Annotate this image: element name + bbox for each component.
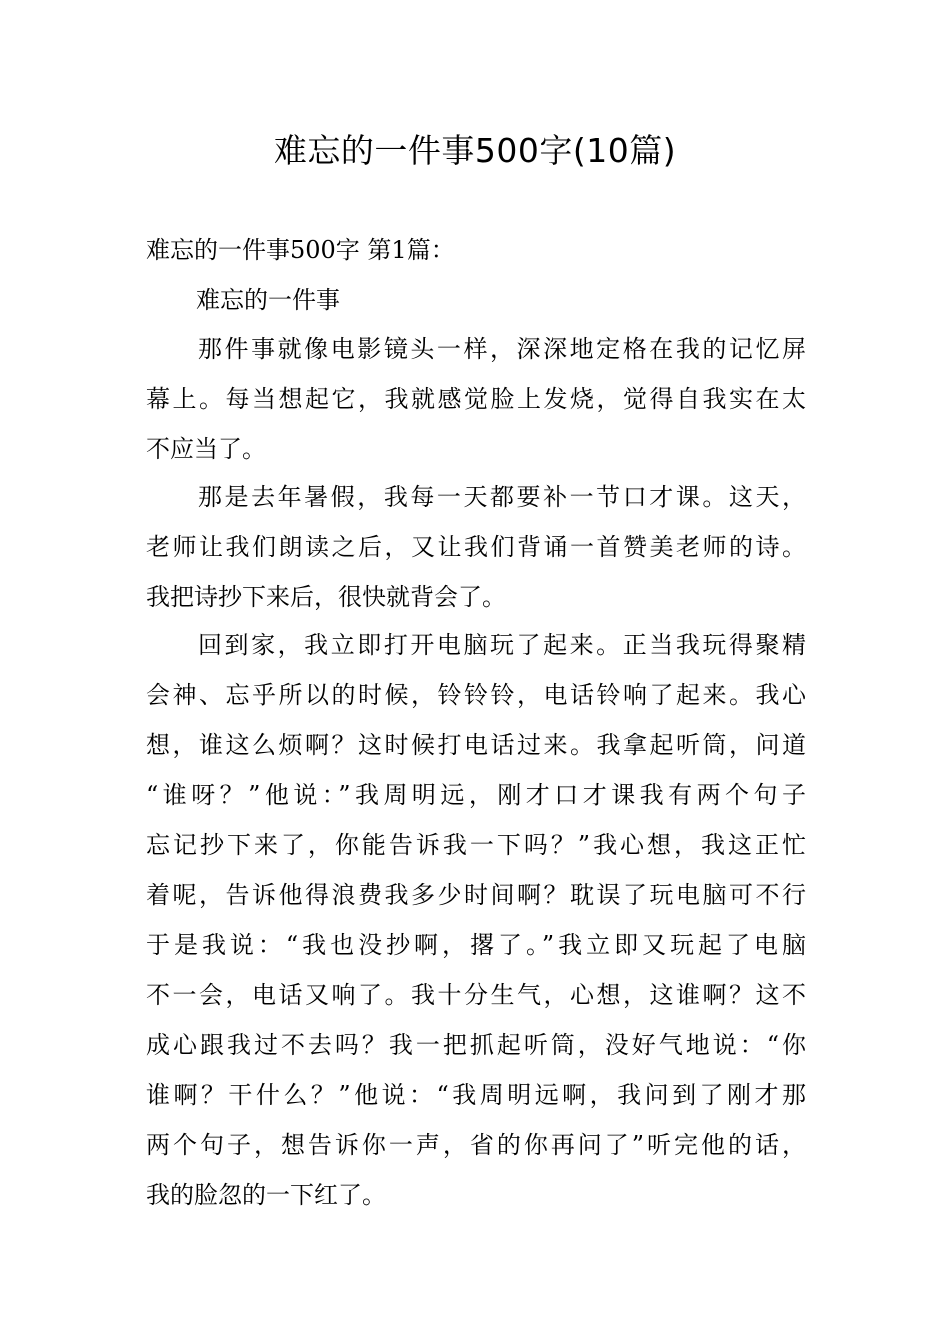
paragraph-line: 不应当了。 <box>146 435 266 463</box>
section-heading: 难忘的一件事500字 第1篇： <box>146 236 455 264</box>
paragraph-line: 两个句子，想告诉你一声，省的你再问了”听完他的话， <box>146 1131 806 1159</box>
paragraph-line: 忘记抄下来了，你能告诉我一下吗？”我心想，我这正忙 <box>146 831 806 859</box>
paragraph-line: 老师让我们朗读之后，又让我们背诵一首赞美老师的诗。 <box>146 533 806 561</box>
document-title: 难忘的一件事500字(10篇) <box>273 131 677 170</box>
paragraph-line: 那是去年暑假，我每一天都要补一节口才课。这天， <box>198 483 806 511</box>
paragraph-line: 成心跟我过不去吗？我一把抓起听筒，没好气地说：“你 <box>146 1031 806 1059</box>
paragraph-line: 我把诗抄下来后，很快就背会了。 <box>146 583 506 611</box>
paragraph-2 <box>146 472 806 622</box>
paragraph-3 <box>146 620 806 1220</box>
paragraph-1 <box>146 324 806 474</box>
paragraph-line: 回到家，我立即打开电脑玩了起来。正当我玩得聚精 <box>198 631 806 659</box>
essay-title: 难忘的一件事 <box>196 286 340 314</box>
paragraph-line: 想，谁这么烦啊？这时候打电话过来。我拿起听筒，问道 <box>146 731 806 759</box>
paragraph-line: 谁啊？干什么？”他说：“我周明远啊，我问到了刚才那 <box>146 1081 806 1109</box>
paragraph-line: 着呢，告诉他得浪费我多少时间啊？耽误了玩电脑可不行 <box>146 881 806 909</box>
paragraph-line: 不一会，电话又响了。我十分生气，心想，这谁啊？这不 <box>146 981 806 1009</box>
paragraph-line: 于是我说：“我也没抄啊，撂了。”我立即又玩起了电脑 <box>146 931 806 959</box>
paragraph-line: 幕上。每当想起它，我就感觉脸上发烧，觉得自我实在太 <box>146 385 806 413</box>
paragraph-line: 那件事就像电影镜头一样，深深地定格在我的记忆屏 <box>198 335 806 363</box>
paragraph-line: “谁呀？”他说：”我周明远，刚才口才课我有两个句子 <box>146 781 806 809</box>
paragraph-line: 会神、忘乎所以的时候，铃铃铃，电话铃响了起来。我心 <box>146 681 806 709</box>
paragraph-line: 我的脸忽的一下红了。 <box>146 1181 386 1209</box>
